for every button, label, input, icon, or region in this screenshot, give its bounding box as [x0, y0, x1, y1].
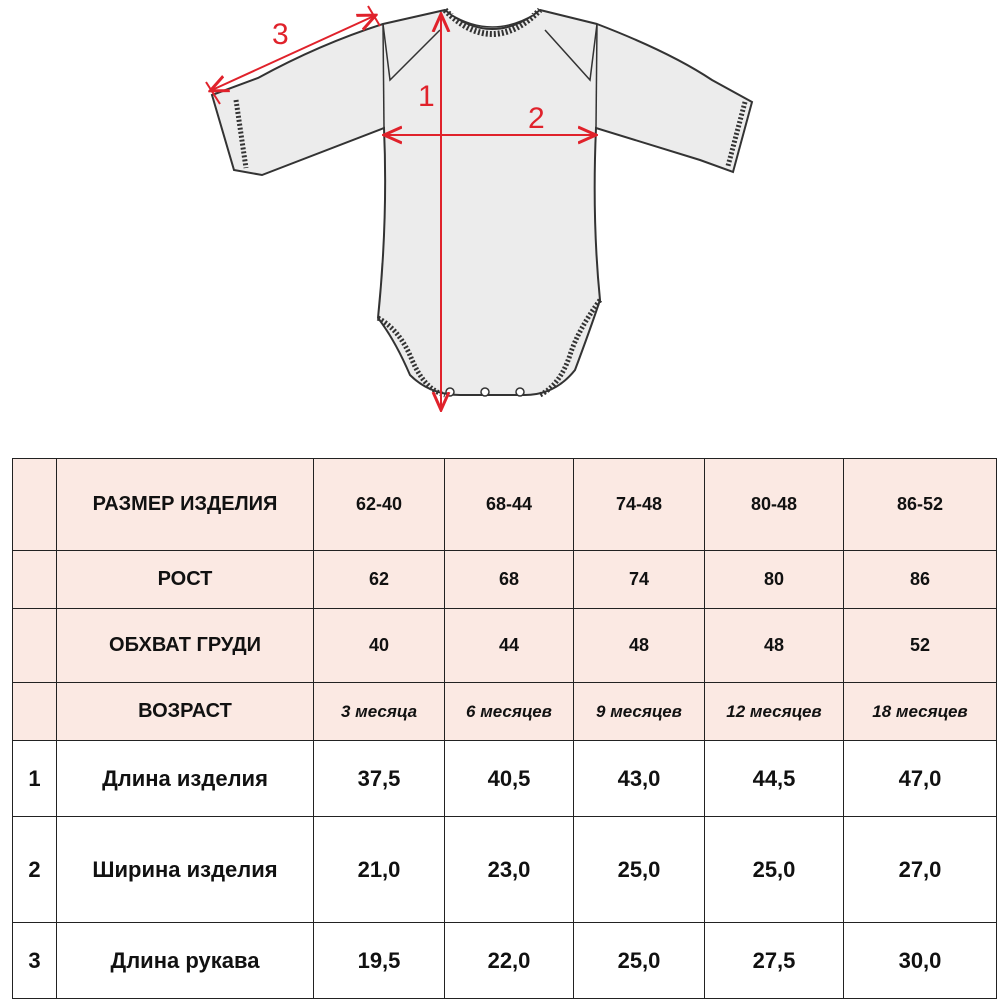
measurement-value: 44,5 [705, 741, 844, 817]
height-value: 62 [314, 551, 445, 609]
measurement-value: 30,0 [844, 923, 997, 999]
data-row-length [13, 741, 997, 817]
chest-value: 48 [574, 609, 705, 683]
row-number-cell [13, 609, 57, 683]
row-number-cell [13, 551, 57, 609]
chest-value: 44 [445, 609, 574, 683]
size-value: 86-52 [844, 459, 997, 551]
age-value: 12 месяцев [705, 683, 844, 741]
measurement-value: 40,5 [445, 741, 574, 817]
measurement-name: Ширина изделия [57, 817, 314, 923]
measurement-value: 47,0 [844, 741, 997, 817]
height-value: 80 [705, 551, 844, 609]
measurement-value: 22,0 [445, 923, 574, 999]
bodysuit-body [212, 10, 752, 395]
row-label: РОСТ [57, 551, 314, 609]
chest-value: 48 [705, 609, 844, 683]
age-value: 3 месяца [314, 683, 445, 741]
armhole-right [596, 24, 597, 128]
bodysuit-illustration [0, 0, 1000, 430]
row-number-cell [13, 459, 57, 551]
row-number-cell [13, 683, 57, 741]
size-value: 74-48 [574, 459, 705, 551]
header-row-chest [13, 609, 997, 683]
age-value: 18 месяцев [844, 683, 997, 741]
header-row-age [13, 683, 997, 741]
chest-value: 52 [844, 609, 997, 683]
measure-label-sleeve: 3 [272, 18, 289, 51]
measurement-value: 25,0 [574, 923, 705, 999]
height-value: 86 [844, 551, 997, 609]
snap-button [481, 388, 489, 396]
measurement-value: 25,0 [574, 817, 705, 923]
measurement-name: Длина изделия [57, 741, 314, 817]
bodysuit-drawing [0, 0, 1000, 430]
row-number: 1 [13, 741, 57, 817]
row-label: ОБХВАТ ГРУДИ [57, 609, 314, 683]
measurement-value: 37,5 [314, 741, 445, 817]
chest-value: 40 [314, 609, 445, 683]
measurement-value: 23,0 [445, 817, 574, 923]
header-row-height [13, 551, 997, 609]
row-number: 3 [13, 923, 57, 999]
measure-label-length: 1 [418, 80, 435, 113]
size-chart-table [12, 458, 997, 999]
row-number: 2 [13, 817, 57, 923]
age-value: 9 месяцев [574, 683, 705, 741]
height-value: 68 [445, 551, 574, 609]
snap-button [516, 388, 524, 396]
size-value: 80-48 [705, 459, 844, 551]
height-value: 74 [574, 551, 705, 609]
snap-button [446, 388, 454, 396]
measurement-value: 19,5 [314, 923, 445, 999]
size-value: 62-40 [314, 459, 445, 551]
measurement-value: 21,0 [314, 817, 445, 923]
data-row-sleeve [13, 923, 997, 999]
measurement-name: Длина рукава [57, 923, 314, 999]
measurement-value: 27,0 [844, 817, 997, 923]
armhole-left [383, 24, 384, 128]
row-label: РАЗМЕР ИЗДЕЛИЯ [57, 459, 314, 551]
size-value: 68-44 [445, 459, 574, 551]
measurement-value: 43,0 [574, 741, 705, 817]
row-label: ВОЗРАСТ [57, 683, 314, 741]
measure-label-width: 2 [528, 102, 545, 135]
age-value: 6 месяцев [445, 683, 574, 741]
header-row-size [13, 459, 997, 551]
measurement-value: 27,5 [705, 923, 844, 999]
data-row-width [13, 817, 997, 923]
measurement-value: 25,0 [705, 817, 844, 923]
